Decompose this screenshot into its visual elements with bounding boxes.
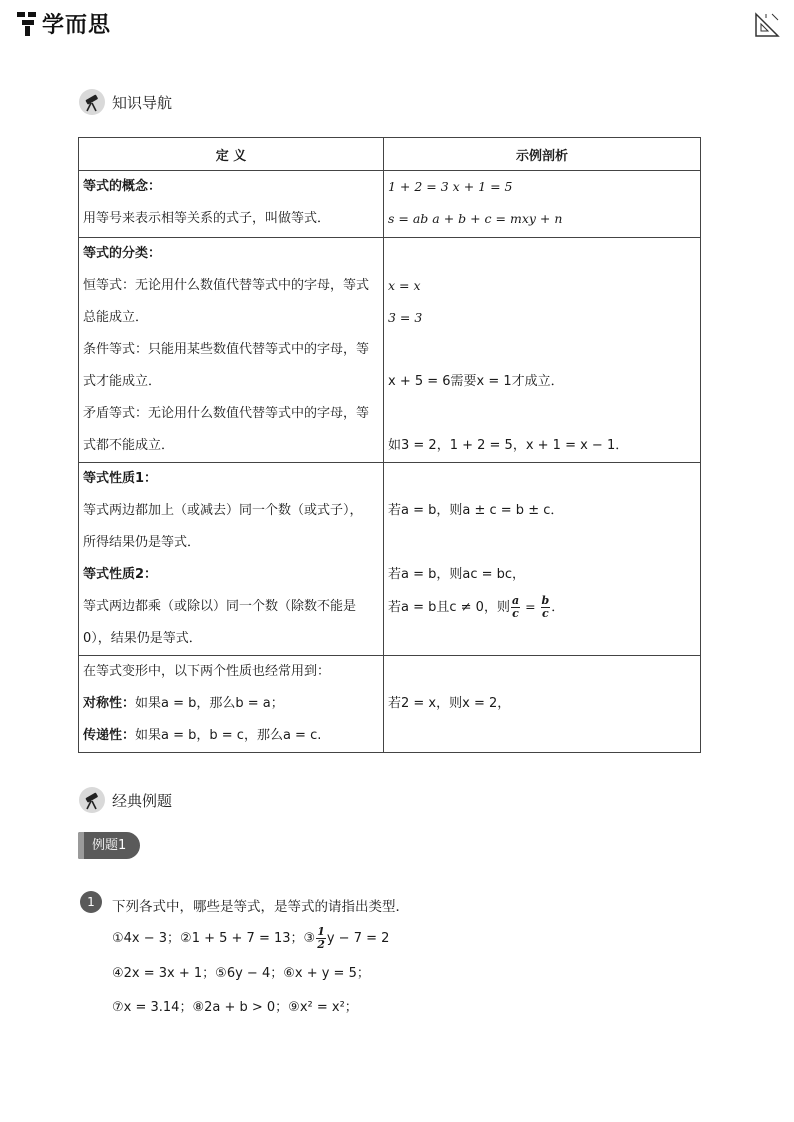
fraction-denominator: c bbox=[512, 607, 519, 620]
definition-text bbox=[83, 688, 379, 720]
example-line: 如3 = 2，1 + 2 = 5，x + 1 = x − 1． bbox=[388, 438, 629, 453]
options-text: ①4x − 3；②1 + 5 + 7 = 13；③ bbox=[112, 931, 316, 946]
fraction-numerator: b bbox=[541, 594, 550, 607]
definition-text: 用等号来表示相等关系的式子，叫做等式． bbox=[83, 211, 331, 226]
brand-name: 学而思 bbox=[42, 13, 112, 38]
table-row bbox=[79, 238, 701, 463]
property-label: 对称性： bbox=[83, 696, 136, 711]
example-cell bbox=[384, 238, 701, 463]
definition-text: 总能成立． bbox=[83, 310, 149, 325]
example-line bbox=[388, 463, 696, 495]
definition-text: 式都不能成立． bbox=[83, 438, 175, 453]
example-tag: 例题1 bbox=[78, 832, 140, 859]
column-header-definition: 定 义 bbox=[79, 138, 384, 171]
definition-text: 等式两边都加上（或减去）同一个数（或式子）， bbox=[83, 503, 363, 518]
example-line bbox=[388, 527, 696, 559]
question-option-line: ⑦x = 3.14；⑧2a + b > 0；⑨x² = x²； bbox=[112, 1000, 358, 1015]
table-row bbox=[79, 656, 701, 753]
example-line bbox=[388, 656, 696, 688]
row-heading: 等式的分类： bbox=[83, 246, 162, 261]
section-title: 知识导航 bbox=[112, 93, 173, 112]
question-text: 下列各式中，哪些是等式，是等式的请指出类型． bbox=[112, 899, 409, 915]
section-knowledge-nav bbox=[78, 88, 172, 116]
question-number-badge: 1 bbox=[80, 891, 102, 913]
example-line: 若a = b，则a ± c = b ± c． bbox=[388, 503, 564, 518]
example-line bbox=[388, 238, 696, 270]
telescope-icon bbox=[78, 786, 106, 814]
definition-text: 式才能成立． bbox=[83, 374, 162, 389]
fraction-suffix: ． bbox=[551, 600, 565, 615]
ruler-corner-icon bbox=[754, 12, 780, 38]
example-cell bbox=[384, 171, 701, 238]
definition-text: 矛盾等式：无论用什么数值代替等式中的字母，等 bbox=[83, 406, 370, 421]
definition-text: 条件等式：只能用某些数值代替等式中的字母，等 bbox=[83, 342, 370, 357]
property-label: 传递性： bbox=[83, 728, 136, 743]
property-text: 如果a = b，那么b = a； bbox=[135, 696, 284, 711]
definition-cell bbox=[79, 171, 384, 238]
row-heading: 等式的概念： bbox=[83, 179, 162, 194]
definition-text bbox=[83, 720, 379, 752]
column-header-example: 示例剖析 bbox=[384, 138, 701, 171]
example-cell bbox=[384, 463, 701, 656]
example-line: 1 + 2 = 3 x + 1 = 5 bbox=[388, 179, 513, 194]
example-line bbox=[388, 398, 696, 430]
row-heading: 等式性质1： bbox=[83, 471, 158, 486]
definition-cell bbox=[79, 656, 384, 753]
example-line: x + 5 = 6需要x = 1才成立． bbox=[388, 374, 564, 389]
fraction-numerator: 1 bbox=[317, 925, 325, 938]
example-line: x = x bbox=[388, 278, 421, 293]
brand-mark-icon bbox=[16, 11, 38, 37]
fraction-denominator: 2 bbox=[317, 938, 325, 951]
example-line: 3 = 3 bbox=[388, 310, 423, 325]
definition-text: 在等式变形中，以下两个性质也经常用到： bbox=[83, 664, 331, 679]
fraction-numerator: a bbox=[511, 594, 520, 607]
example-line: 若a = b，则ac = bc， bbox=[388, 567, 526, 582]
fraction bbox=[511, 595, 520, 620]
brand-logo bbox=[16, 8, 111, 39]
table-header-row bbox=[79, 138, 701, 171]
knowledge-table bbox=[78, 137, 701, 753]
example-line-fraction bbox=[388, 591, 696, 623]
definition-text: 恒等式：无论用什么数值代替等式中的字母，等式 bbox=[83, 278, 370, 293]
definition-text: 0），结果仍是等式． bbox=[83, 631, 202, 646]
example-line: 若2 = x，则x = 2， bbox=[388, 696, 511, 711]
row-heading: 等式性质2： bbox=[83, 567, 158, 582]
fraction-prefix: 若a = b且c ≠ 0，则 bbox=[388, 600, 510, 615]
section-title: 经典例题 bbox=[112, 791, 173, 810]
fraction bbox=[316, 926, 326, 951]
table-row bbox=[79, 171, 701, 238]
question-option-line: ④2x = 3x + 1；⑤6y − 4；⑥x + y = 5； bbox=[112, 966, 370, 981]
question-option-line bbox=[112, 926, 389, 951]
equals-sign: = bbox=[521, 599, 540, 614]
fraction-denominator: c bbox=[542, 607, 549, 620]
table-row bbox=[79, 463, 701, 656]
example-line bbox=[388, 334, 696, 366]
definition-cell bbox=[79, 238, 384, 463]
definition-text: 所得结果仍是等式． bbox=[83, 535, 201, 550]
property-text: 如果a = b，b = c，那么a = c. bbox=[135, 728, 322, 743]
definition-cell bbox=[79, 463, 384, 656]
options-text: y − 7 = 2 bbox=[326, 931, 390, 946]
telescope-icon bbox=[78, 88, 106, 116]
definition-text: 等式两边都乘（或除以）同一个数（除数不能是 bbox=[83, 599, 357, 614]
fraction bbox=[541, 595, 551, 620]
example-line: s = ab a + b + c = mxy + n bbox=[388, 211, 563, 226]
section-classic-examples bbox=[78, 786, 172, 814]
example-cell bbox=[384, 656, 701, 753]
